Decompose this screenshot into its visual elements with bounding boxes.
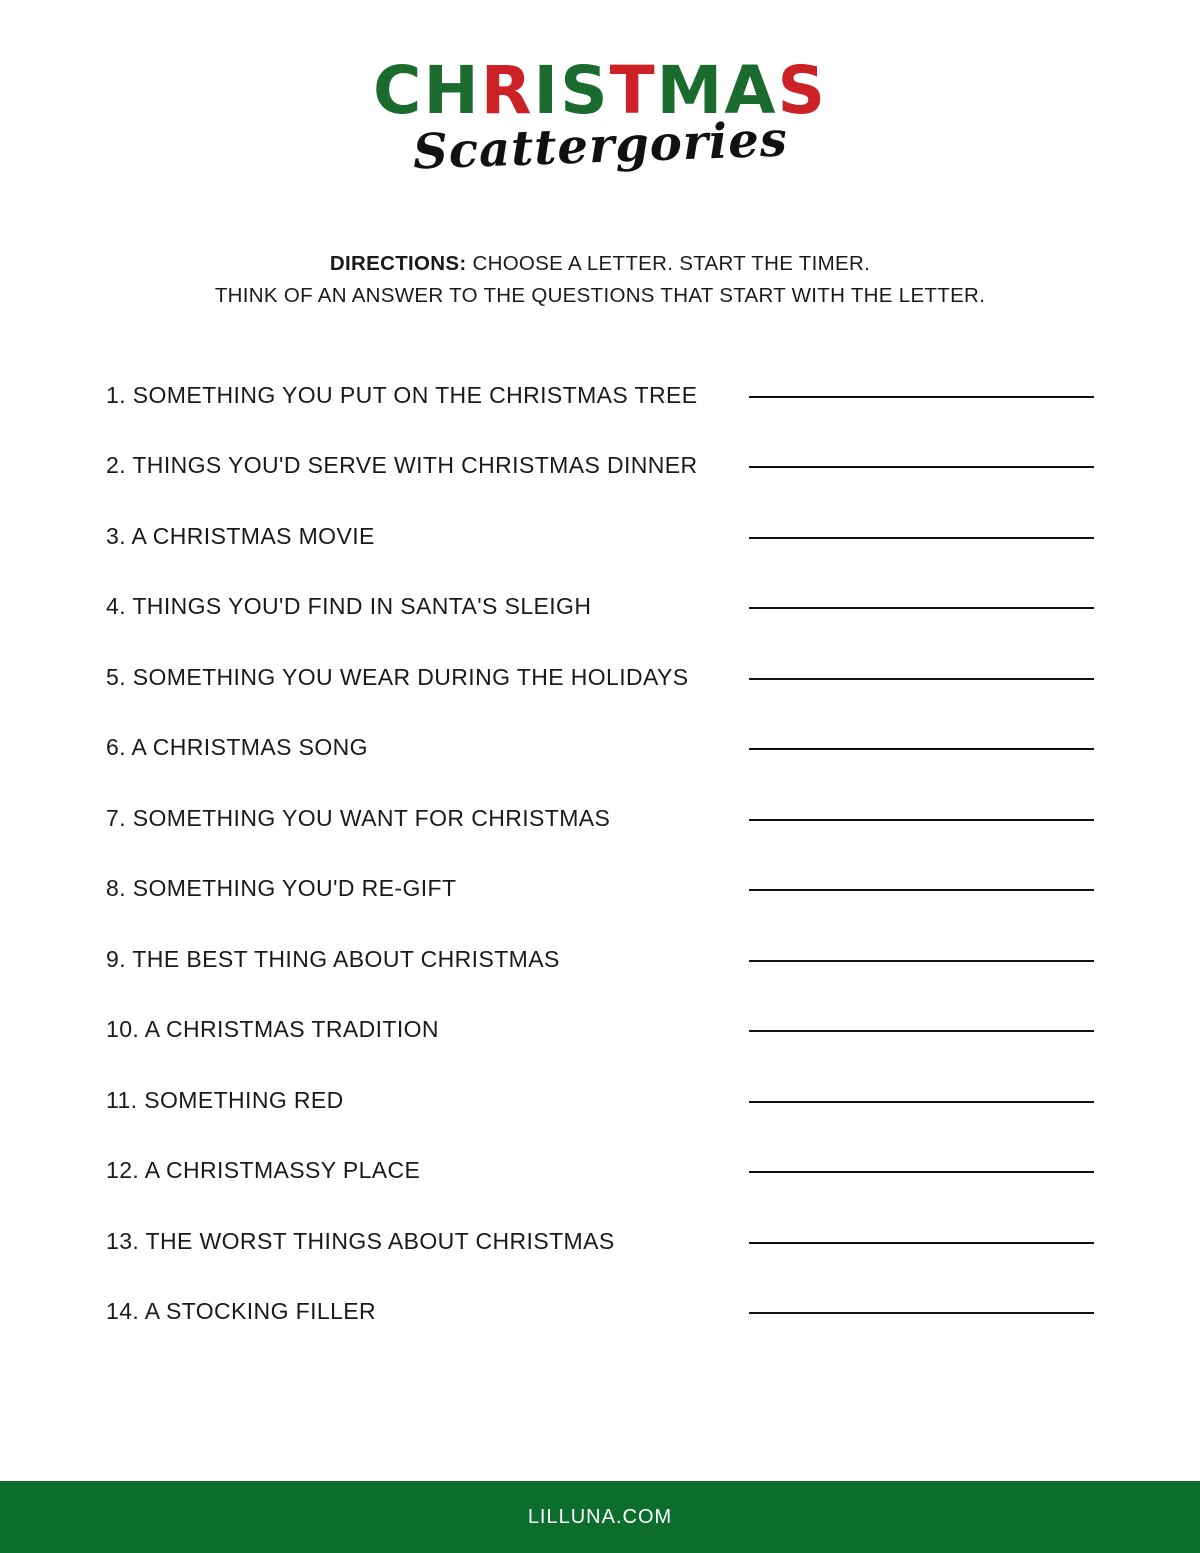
- footer-bar: [0, 1481, 1200, 1553]
- answer-blank-line[interactable]: [749, 960, 1094, 962]
- directions-line-2: THINK OF AN ANSWER TO THE QUESTIONS THAT START WITH THE LETTER.: [214, 283, 986, 307]
- answer-blank-line[interactable]: [749, 466, 1094, 468]
- answer-blank-line[interactable]: [749, 1030, 1094, 1032]
- question-row: [106, 946, 1094, 1017]
- question-text: 11. SOMETHING RED: [106, 1086, 344, 1113]
- question-text: 14. A STOCKING FILLER: [106, 1298, 377, 1325]
- question-row: [106, 1228, 1094, 1299]
- title-letter-1: H: [423, 52, 481, 129]
- question-text: 7. SOMETHING YOU WANT FOR CHRISTMAS: [106, 804, 611, 831]
- directions-label: DIRECTIONS:: [329, 252, 467, 275]
- directions-block: [0, 248, 1200, 312]
- question-text: 5. SOMETHING YOU WEAR DURING THE HOLIDAYS: [106, 663, 689, 690]
- question-text: 8. SOMETHING YOU'D RE-GIFT: [106, 875, 457, 902]
- question-row: [106, 875, 1094, 946]
- question-text: 12. A CHRISTMASSY PLACE: [106, 1157, 421, 1184]
- answer-blank-line[interactable]: [749, 819, 1094, 821]
- question-row: [106, 1087, 1094, 1158]
- question-text: 13. THE WORST THINGS ABOUT CHRISTMAS: [106, 1227, 615, 1254]
- title-letter-6: M: [656, 52, 725, 129]
- question-row: [106, 734, 1094, 805]
- question-text: 9. THE BEST THING ABOUT CHRISTMAS: [106, 945, 560, 972]
- answer-blank-line[interactable]: [749, 1312, 1094, 1314]
- question-text: 3. A CHRISTMAS MOVIE: [106, 522, 375, 549]
- question-row: [106, 523, 1094, 594]
- answer-blank-line[interactable]: [749, 1171, 1094, 1173]
- question-text: 10. A CHRISTMAS TRADITION: [106, 1016, 439, 1043]
- answer-blank-line[interactable]: [749, 678, 1094, 680]
- question-text: 4. THINGS YOU'D FIND IN SANTA'S SLEIGH: [106, 593, 592, 620]
- answer-blank-line[interactable]: [749, 396, 1094, 398]
- answer-blank-line[interactable]: [749, 537, 1094, 539]
- question-row: [106, 805, 1094, 876]
- directions-line-1: [0, 248, 1200, 280]
- question-list: [0, 382, 1200, 1553]
- title-letter-8: S: [777, 52, 827, 129]
- title-letter-7: A: [724, 52, 778, 129]
- answer-blank-line[interactable]: [749, 748, 1094, 750]
- title-letter-0: C: [373, 52, 424, 129]
- answer-blank-line[interactable]: [749, 889, 1094, 891]
- title-block: [0, 52, 1200, 181]
- question-row: [106, 382, 1094, 453]
- question-row: [106, 593, 1094, 664]
- title-letter-3: I: [533, 52, 561, 129]
- question-row: [106, 1016, 1094, 1087]
- footer-website: LILLUNA.COM: [527, 1505, 673, 1528]
- directions-line-1-text: CHOOSE A LETTER. START THE TIMER.: [466, 252, 871, 275]
- question-text: 2. THINGS YOU'D SERVE WITH CHRISTMAS DINNER: [106, 452, 698, 479]
- answer-blank-line[interactable]: [749, 607, 1094, 609]
- question-text: 1. SOMETHING YOU PUT ON THE CHRISTMAS TREE: [106, 381, 698, 408]
- title-letter-4: S: [560, 52, 610, 129]
- question-row: [106, 1298, 1094, 1369]
- question-row: [106, 664, 1094, 735]
- question-row: [106, 1157, 1094, 1228]
- answer-blank-line[interactable]: [749, 1101, 1094, 1103]
- answer-blank-line[interactable]: [749, 1242, 1094, 1244]
- question-text: 6. A CHRISTMAS SONG: [106, 734, 368, 761]
- title-letter-2: R: [480, 52, 534, 129]
- title-letter-5: T: [609, 52, 657, 129]
- page-subtitle: Scattergories: [411, 111, 789, 181]
- question-row: [106, 452, 1094, 523]
